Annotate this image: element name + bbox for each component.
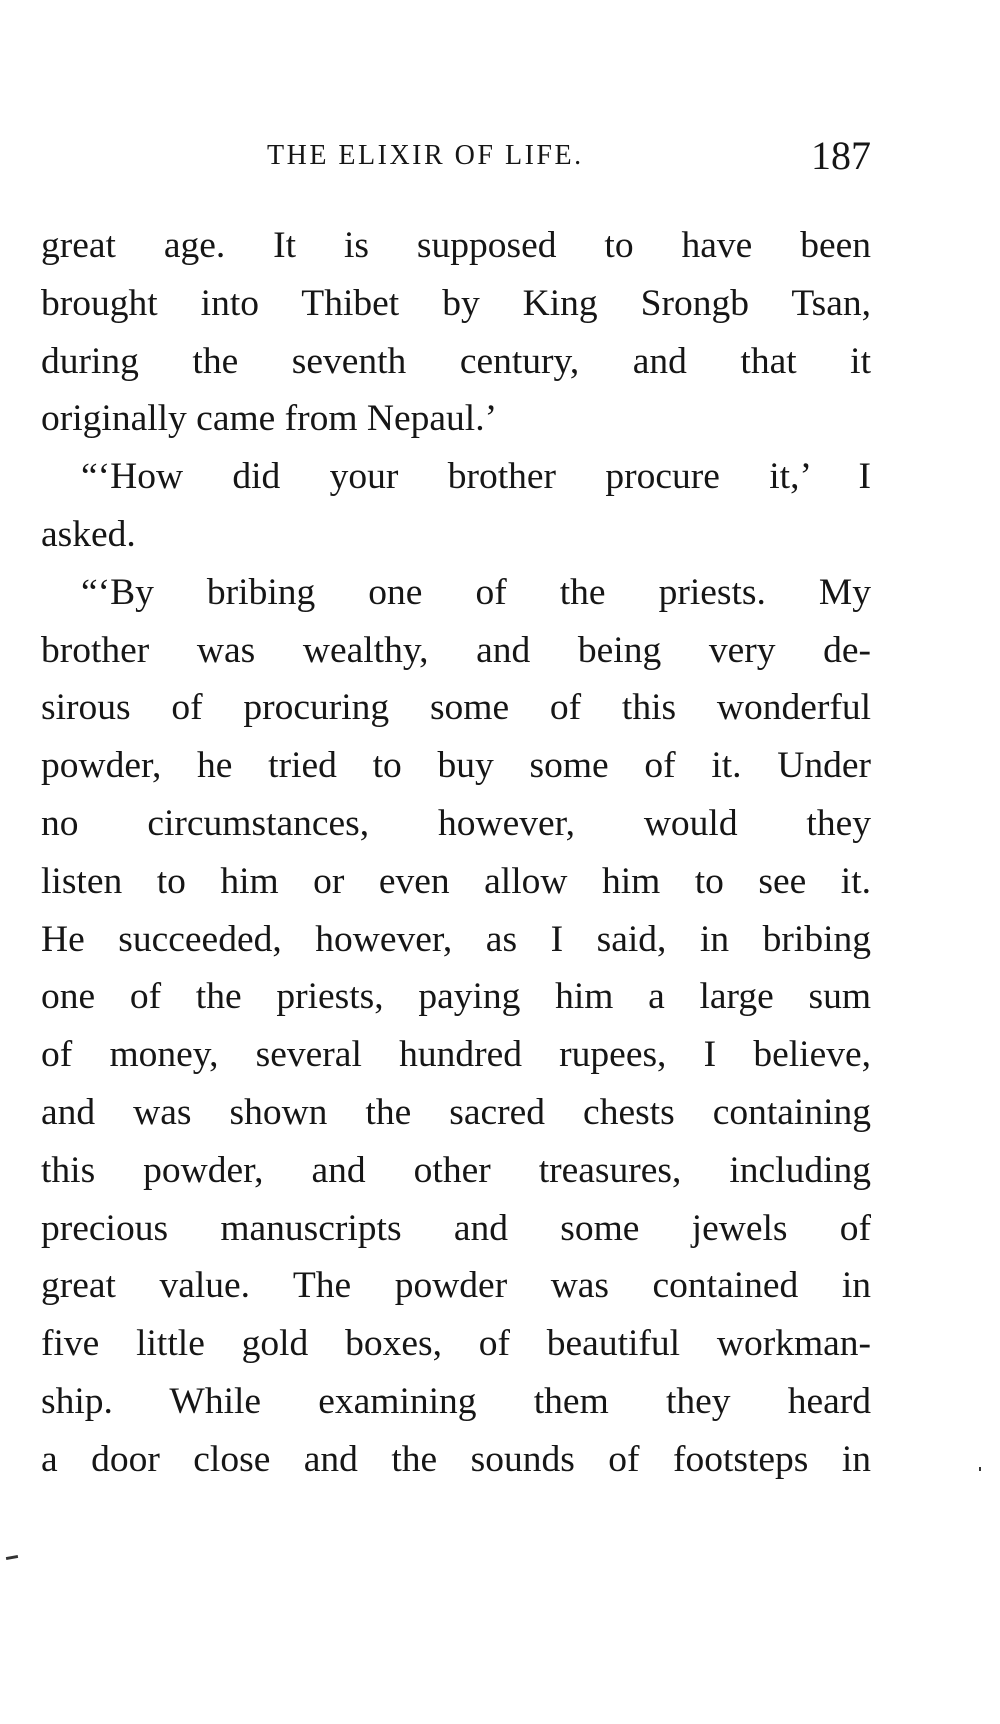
- text-line: during the seventh century, and that it: [41, 340, 871, 382]
- text-line: no circumstances, however, would they: [41, 802, 871, 844]
- text-line: great age. It is supposed to have been: [41, 225, 871, 266]
- running-title: THE ELIXIR OF LIFE.: [267, 140, 584, 171]
- text-line: brother was wealthy, and being very de-: [41, 629, 871, 671]
- text-line: powder, he tried to buy some of it. Under: [41, 745, 871, 787]
- text-line: a door close and the sounds of footsteps in: [41, 1438, 871, 1480]
- text-line: He succeeded, however, as I said, in bribing: [41, 918, 871, 960]
- margin-speck: [979, 1467, 981, 1471]
- body-text: [41, 217, 871, 1489]
- text-line: great value. The powder was contained in: [41, 1265, 871, 1307]
- text-line: “‘How did your brother procure it,’ I: [81, 456, 871, 498]
- text-line: “‘By bribing one of the priests. My: [81, 571, 871, 613]
- text-line: asked.: [41, 513, 136, 555]
- text-line: this powder, and other treasures, including: [41, 1149, 871, 1191]
- page-number: 187: [811, 133, 871, 178]
- text-line: ship. While examining them they heard: [41, 1380, 871, 1422]
- text-line: precious manuscripts and some jewels of: [41, 1207, 871, 1249]
- margin-speck: [6, 1555, 18, 1560]
- text-line: one of the priests, paying him a large sum: [41, 976, 871, 1018]
- running-head: [41, 133, 871, 188]
- text-line: and was shown the sacred chests containing: [41, 1091, 871, 1133]
- text-line: five little gold boxes, of beautiful workman-: [41, 1323, 871, 1365]
- text-line: brought into Thibet by King Srongb Tsan,: [41, 282, 871, 324]
- text-line: listen to him or even allow him to see it.: [41, 860, 871, 902]
- text-line: of money, several hundred rupees, I believe,: [41, 1034, 871, 1076]
- text-line: originally came from Nepaul.’: [41, 398, 498, 440]
- text-line: sirous of procuring some of this wonderful: [41, 687, 871, 729]
